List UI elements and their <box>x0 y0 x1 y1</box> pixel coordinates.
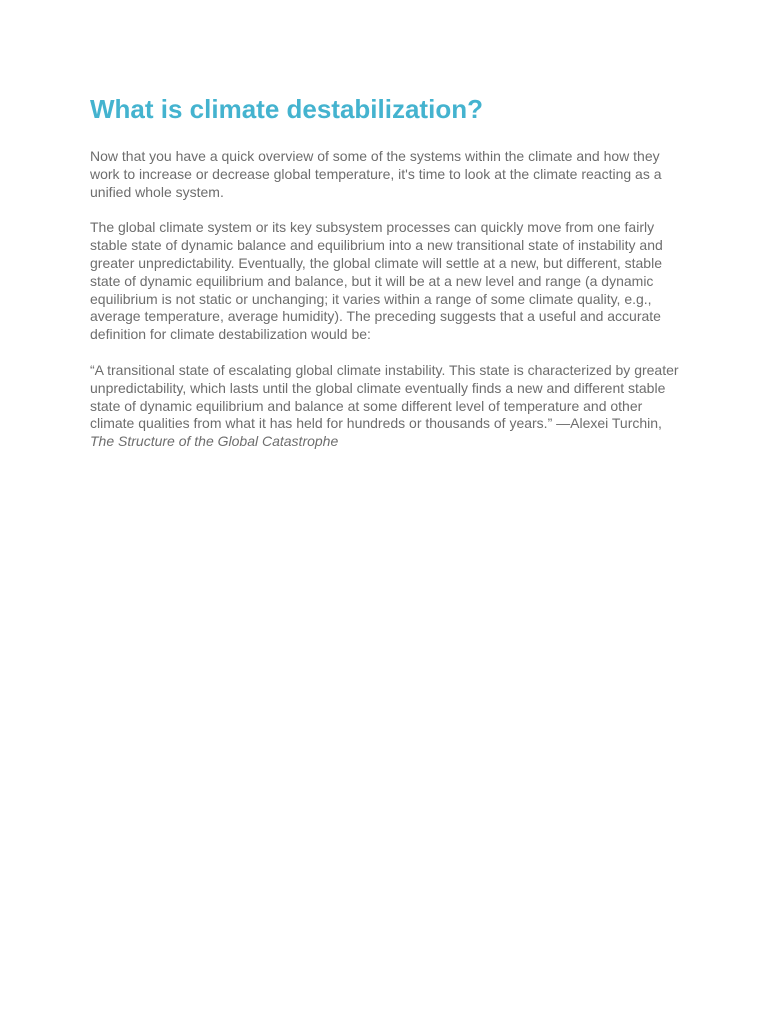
intro-paragraph: Now that you have a quick overview of some of the systems within the climate and how they work to increase or decrease global temperature, it's time to look at the climate reacting as a unified whole system. <box>90 148 662 200</box>
document-page <box>90 92 680 469</box>
quote-source: The Structure of the Global Catastrophe <box>90 433 339 450</box>
quote-text: “A transitional state of escalating global climate instability. This state is characterized by greater unpredictability, which lasts until the global climate eventually finds a new and different stable state of dynamic equilibrium and balance at some different level of temperature and other climate qualities from what it has held for hundreds or thousands of years.” —Alexei Turchin, <box>90 361 679 432</box>
definition-paragraph: The global climate system or its key subsystem processes can quickly move from one fairly stable state of dynamic balance and equilibrium into a new transitional state of instability and greater unpredictability. Eventually, the global climate will settle at a new, but different, stable state of dynamic equilibrium and balance, but it will be at a new level and range (a dynamic equilibrium is not static or unchanging; it varies within a range of some climate quality, e.g., average temperature, average humidity). The preceding suggests that a useful and accurate definition for climate destabilization would be: <box>90 219 663 343</box>
quote-paragraph <box>90 362 680 451</box>
page-title: What is climate destabilization? <box>90 94 483 124</box>
